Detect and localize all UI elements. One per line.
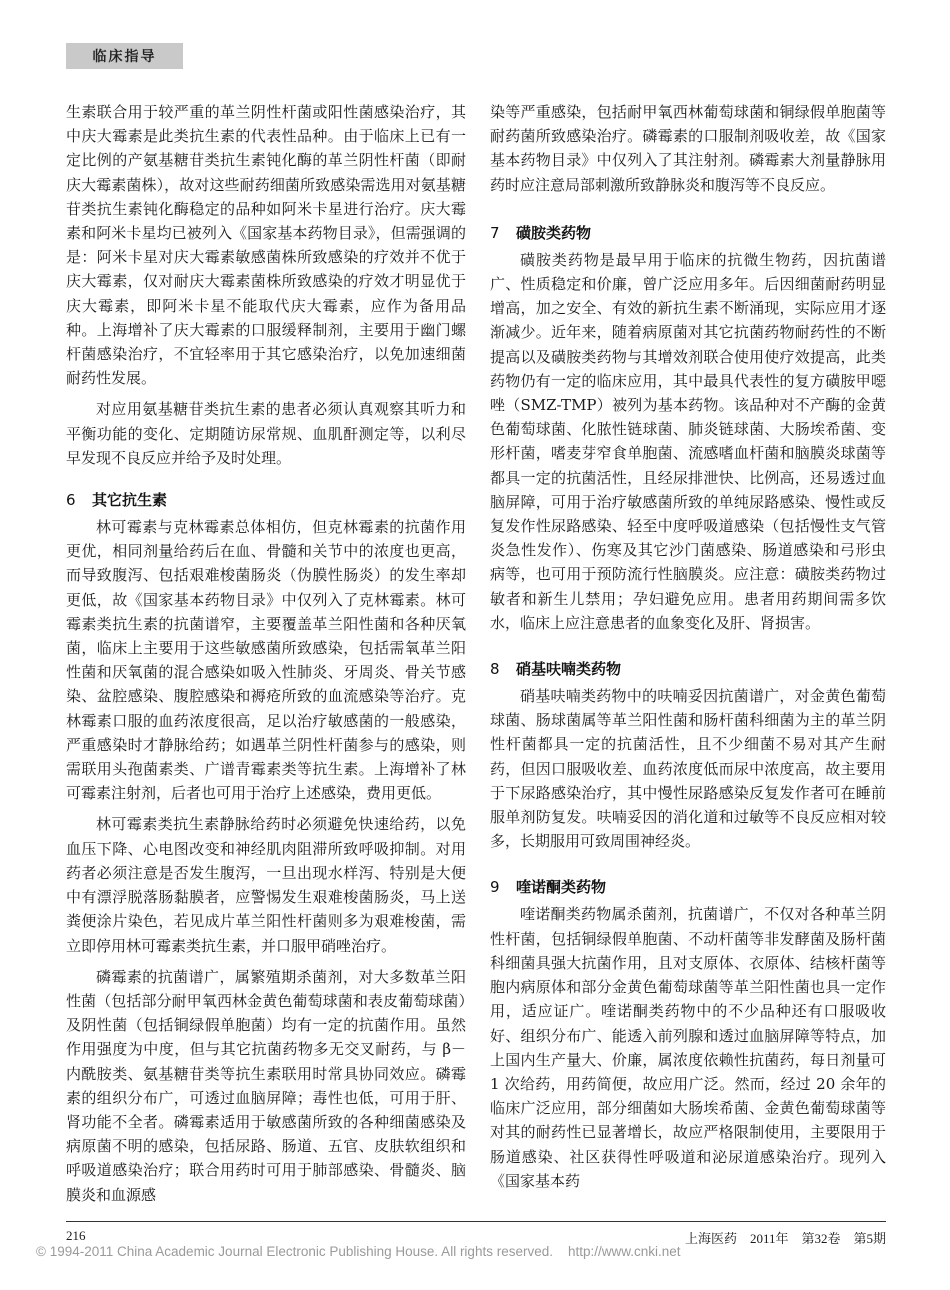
page-footer [66, 1221, 886, 1246]
paragraph: 硝基呋喃类药物中的呋喃妥因抗菌谱广，对金黄色葡萄球菌、肠球菌属等革兰阳性菌和肠杆菌科细菌为主的革兰阴性杆菌都具一定的抗菌活性，且不少细菌不易对其产生耐药，但因口服吸收差、血药浓度低而尿中浓度高，故主要用于下尿路感染治疗，其中慢性尿路感染反复发作者可在睡前服单剂防复发。呋喃妥因的消化道和过敏等不良反应相对较多，长期服用可致周围神经炎。 [490, 687, 886, 851]
section-number: 8 [490, 660, 500, 679]
journal-info: 上海医药 2011年 第32卷 第5期 [684, 1231, 886, 1246]
page-number: 216 [66, 1228, 86, 1243]
paragraph: 林可霉素与克林霉素总体相仿，但克林霉素的抗菌作用更优，相同剂量给药后在血、骨髓和关节中的浓度也更高，而导致腹泻、包括艰难梭菌肠炎（伪膜性肠炎）的发生率却更低，故《国家基本药物目录》中仅列入了克林霉素。林可霉素类抗生素的抗菌谱窄，主要覆盖革兰阳性菌和各种厌氧菌，临床上主要用于这些敏感菌所致感染，包括需氧革兰阳性菌和厌氧菌的混合感染如吸入性肺炎、牙周炎、骨关节感染、盆腔感染、腹腔感染和褥疮所致的血流感染等治疗。克林霉素口服的血药浓度很高，足以治疗敏感菌的一般感染，严重感染时才静脉给药；如遇革兰阴性杆菌参与的感染，则需联用头孢菌素类、广谱青霉素类等抗生素。上海增补了林可霉素注射剂，后者也可用于治疗上述感染，费用更低。 [66, 518, 466, 803]
section-heading-8 [490, 657, 886, 681]
left-column [66, 100, 466, 1207]
section-number: 6 [66, 491, 76, 510]
section-heading-7 [490, 221, 886, 245]
paragraph: 对应用氨基糖苷类抗生素的患者必须认真观察其听力和平衡功能的变化、定期随访尿常规、血肌酐测定等，以利尽早发现不良反应并给予及时处理。 [66, 400, 466, 467]
paragraph: 生素联合用于较严重的革兰阴性杆菌或阳性菌感染治疗，其中庆大霉素是此类抗生素的代表性品种。由于临床上已有一定比例的产氨基糖苷类抗生素钝化酶的革兰阴性杆菌（即耐庆大霉素菌株），故对这些耐药细菌所致感染需选用对氨基糖苷类抗生素钝化酶稳定的品种如阿米卡星进行治疗。庆大霉素和阿米卡星均已被列入《国家基本药物目录》，但需强调的是：阿米卡星对庆大霉素敏感菌株所致感染的疗效并不优于庆大霉素，仅对耐庆大霉素菌株所致感染的疗效才明显优于庆大霉素，即阿米卡星不能取代庆大霉素，应作为备用品种。上海增补了庆大霉素的口服缓释制剂，主要用于幽门螺杆菌感染治疗，不宜轻率用于其它感染治疗，以免加速细菌耐药性发展。 [66, 103, 466, 388]
section-label: 临床指导 [66, 43, 183, 69]
paragraph: 磷霉素的抗菌谱广，属繁殖期杀菌剂，对大多数革兰阳性菌（包括部分耐甲氧西林金黄色葡萄球菌和表皮葡萄球菌）及阴性菌（包括铜绿假单胞菌）均有一定的抗菌作用。虽然作用强度为中度，但与其它抗菌药物多无交叉耐药，与 β－内酰胺类、氨基糖苷类等抗生素联用时常具协同效应。磷霉素的组织分布广，可透过血脑屏障；毒性也低，可用于肝、肾功能不全者。磷霉素适用于敏感菌所致的各种细菌感染及病原菌不明的感染，包括尿路、肠道、五官、皮肤软组织和呼吸道感染治疗；联合用药时可用于肺部感染、骨髓炎、脑膜炎和血源感 [66, 967, 466, 1204]
section-number: 9 [490, 878, 500, 897]
section-title: 其它抗生素 [92, 491, 168, 510]
right-column [490, 100, 886, 1193]
copyright-notice: © 1994-2011 China Academic Journal Electronic Publishing House. All rights reserved. http://www.cnki.net [36, 1244, 681, 1259]
paragraph: 喹诺酮类药物属杀菌剂，抗菌谱广，不仅对各种革兰阴性杆菌，包括铜绿假单胞菌、不动杆菌等非发酵菌及肠杆菌科细菌具强大抗菌作用，且对支原体、衣原体、结核杆菌等胞内病原体和部分金黄色葡萄球菌等革兰阳性菌也具一定作用，适应证广。喹诺酮类药物中的不少品种还有口服吸收好、组织分布广、能透入前列腺和透过血脑屏障等特点，加上国内生产量大、价廉，属浓度依赖性抗菌药，每日剂量可 1 次给药，用药简便，故应用广泛。然而，经过 20 余年的临床广泛应用，部分细菌如大肠埃希菌、金黄色葡萄球菌等对其的耐药性已显著增长，故应严格限制使用，主要限用于肠道感染、社区获得性呼吸道和泌尿道感染治疗。现列入《国家基本药 [490, 905, 886, 1190]
section-heading-6 [66, 488, 466, 512]
section-number: 7 [490, 223, 500, 242]
section-title: 磺胺类药物 [516, 223, 592, 242]
paragraph: 林可霉素类抗生素静脉给药时必须避免快速给药，以免血压下降、心电图改变和神经肌肉阻滞所致呼吸抑制。对用药者必须注意是否发生腹泻，一旦出现水样泻、特别是大便中有漂浮脱落肠黏膜者，应警惕发生艰难梭菌肠炎，马上送粪便涂片染色，若见成片革兰阳性杆菌则多为艰难梭菌，需立即停用林可霉素类抗生素，并口服甲硝唑治疗。 [66, 815, 466, 955]
paragraph: 染等严重感染，包括耐甲氧西林葡萄球菌和铜绿假单胞菌等耐药菌所致感染治疗。磷霉素的口服制剂吸收差，故《国家基本药物目录》中仅列入了其注射剂。磷霉素大剂量静脉用药时应注意局部刺激所致静脉炎和腹泻等不良反应。 [490, 103, 886, 194]
section-title: 喹诺酮类药物 [516, 878, 607, 897]
section-heading-9 [490, 875, 886, 899]
section-title: 硝基呋喃类药物 [516, 660, 622, 679]
paragraph: 磺胺类药物是最早用于临床的抗微生物药，因抗菌谱广、性质稳定和价廉，曾广泛应用多年。后因细菌耐药明显增高，加之安全、有效的新抗生素不断涌现，实际应用才逐渐减少。近年来，随着病原菌对其它抗菌药物耐药性的不断提高以及磺胺类药物与其增效剂联合使用使疗效提高，此类药物仍有一定的临床应用，其中最具代表性的复方磺胺甲噁唑（SMZ-TMP）被列为基本药物。该品种对不产酶的金黄色葡萄球菌、化脓性链球菌、肺炎链球菌、大肠埃希菌、变形杆菌，嗜麦芽窄食单胞菌、流感嗜血杆菌和脑膜炎球菌等都具一定的抗菌活性，且经尿排泄快、比例高，还易透过血脑屏障，可用于治疗敏感菌所致的单纯尿路感染、慢性或反复发作性尿路感染、轻至中度呼吸道感染（包括慢性支气管炎急性发作）、伤寒及其它沙门菌感染、肠道感染和弓形虫病等，也可用于预防流行性脑膜炎。应注意：磺胺类药物过敏者和新生儿禁用；孕妇避免应用。患者用药期间需多饮水，临床上应注意患者的血象变化及肝、肾损害。 [490, 250, 886, 632]
